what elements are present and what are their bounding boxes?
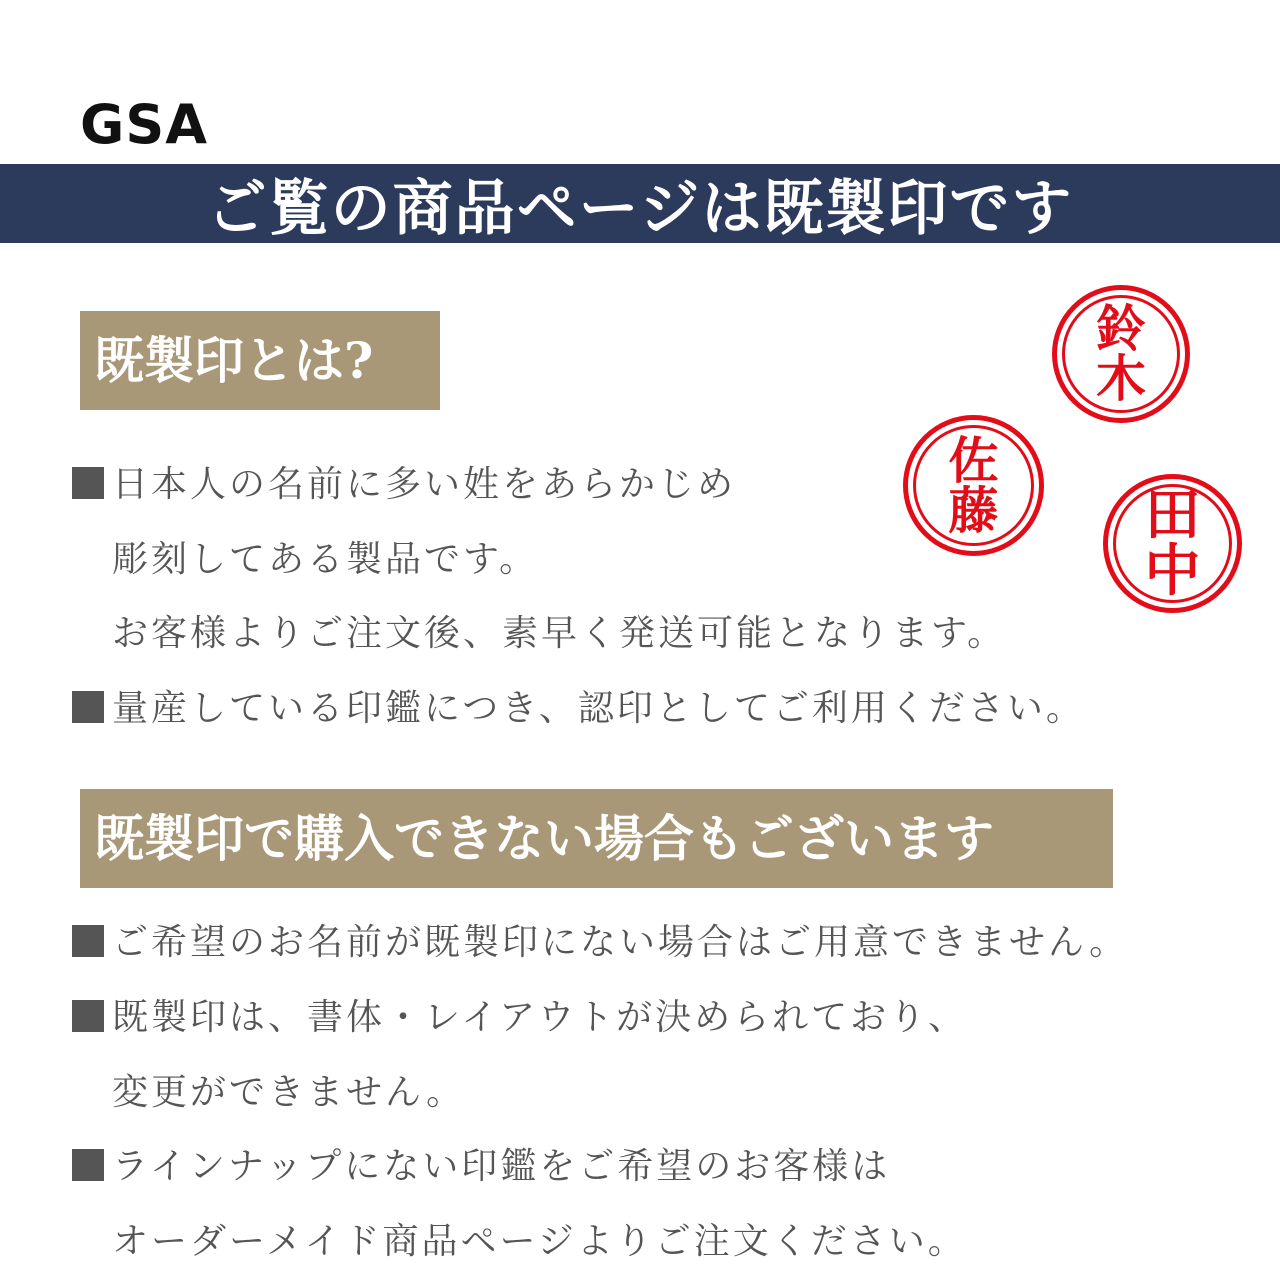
stamp-char: 佐 [948, 431, 999, 490]
list-item-text: ご希望のお名前が既製印にない場合はご用意できません。 [112, 922, 1129, 963]
bullet-square-icon [72, 1000, 104, 1032]
stamp-char: 木 [1096, 350, 1146, 408]
list-item [72, 988, 967, 1048]
stamp-char: 鈴 [1096, 300, 1146, 358]
bullet-square-icon [72, 925, 104, 957]
list-item [72, 1137, 890, 1197]
stamp-char: 藤 [948, 481, 999, 540]
list-item-text: ラインナップにない印鑑をご希望のお客様は [112, 1146, 891, 1187]
stamp-tanaka [1103, 474, 1242, 613]
stamp-suzuki [1052, 285, 1190, 423]
banner-title: ご覧の商品ページは既製印です [206, 173, 1074, 244]
stamp-char: 田 [1144, 482, 1201, 548]
section-heading-cannot-purchase: 既製印で購入できない場合もございます [80, 789, 1113, 888]
list-item-continuation: 変更ができません。 [112, 1072, 466, 1113]
list-item-continuation: オーダーメイド商品ページよりご注文ください。 [112, 1221, 967, 1262]
list-item-text: 既製印は、書体・レイアウトが決められており、 [112, 997, 968, 1038]
list-item [72, 455, 736, 515]
list-item-text: 日本人の名前に多い姓をあらかじめ [112, 464, 737, 505]
stamp-sato [903, 415, 1044, 556]
stamp-ring [913, 425, 1034, 546]
brand-logo: GSA [80, 93, 209, 156]
list-item-continuation: 彫刻してある製品です。 [112, 539, 539, 580]
bullet-square-icon [72, 467, 104, 499]
list-item [72, 679, 1085, 739]
stamp-char: 中 [1144, 538, 1201, 604]
bullet-square-icon [72, 1149, 104, 1181]
list-item-text: 量産している印鑑につき、認印としてご利用ください。 [112, 688, 1085, 729]
list-item-continuation: お客様よりご注文後、素早く発送可能となります。 [112, 613, 1007, 654]
stamp-ring [1062, 295, 1180, 413]
stamp-ring [1113, 484, 1232, 603]
section-heading-what-is: 既製印とは? [80, 311, 440, 410]
page-banner [0, 164, 1280, 243]
list-item [72, 913, 1128, 973]
bullet-square-icon [72, 691, 104, 723]
